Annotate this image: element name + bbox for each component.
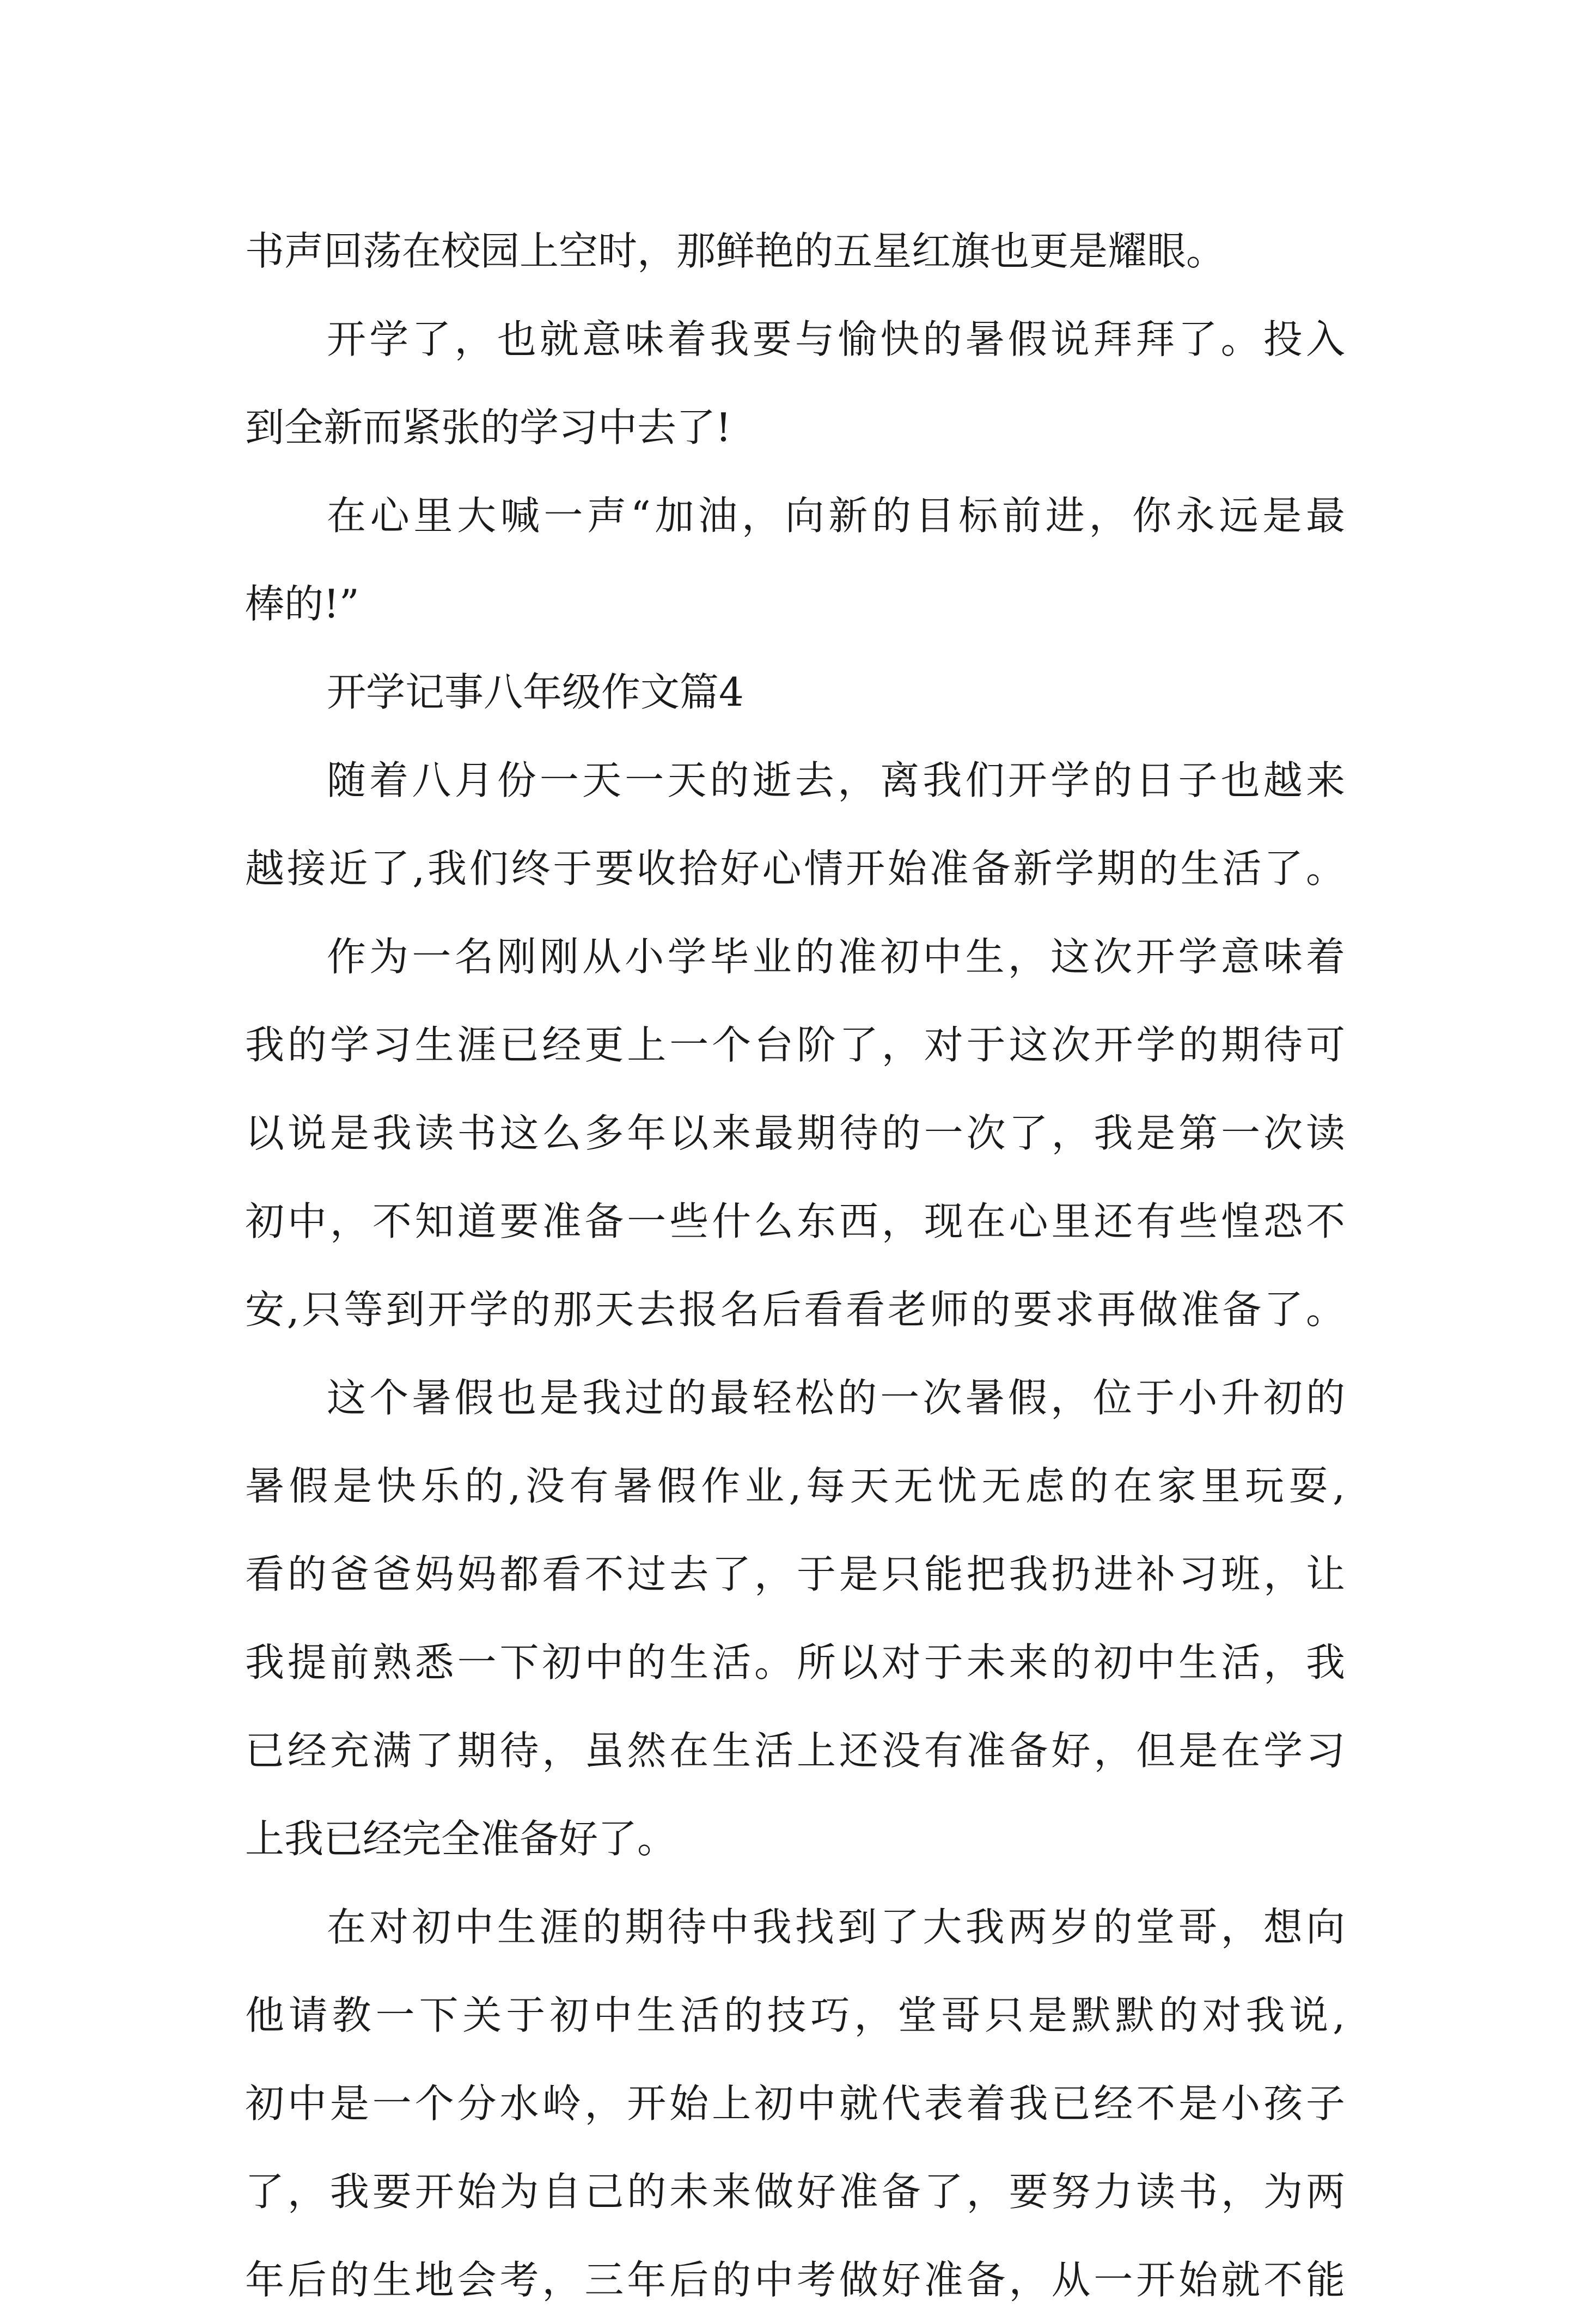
text-line: 到全新而紧张的学习中去了! xyxy=(245,405,731,450)
paragraph xyxy=(245,736,1345,913)
text-line: 安,只等到开学的那天去报名后看看老师的要求再做准备了。 xyxy=(245,1287,1345,1332)
text-line: 他请教一下关于初中生活的技巧，堂哥只是默默的对我说, xyxy=(245,1992,1345,2038)
text-line: 棒的!” xyxy=(245,581,359,627)
text-line: 上我已经完全准备好了。 xyxy=(245,1816,677,1862)
text-line: 暑假是快乐的,没有暑假作业,每天无忧无虑的在家里玩耍, xyxy=(245,1463,1345,1509)
paragraph xyxy=(245,295,1345,472)
text-line: 我的学习生涯已经更上一个台阶了，对于这次开学的期待可 xyxy=(245,1022,1345,1068)
paragraph xyxy=(245,913,1345,1354)
paragraph xyxy=(245,1883,1345,2324)
heading-line: 开学记事八年级作文篇4 xyxy=(327,669,744,715)
text-line: 了，我要开始为自己的未来做好准备了，要努力读书，为两 xyxy=(245,2169,1345,2215)
text-line: 在心里大喊一声“加油，向新的目标前进，你永远是最 xyxy=(327,493,1345,539)
text-line: 初中，不知道要准备一些什么东西，现在心里还有些惶恐不 xyxy=(245,1198,1345,1244)
text-line: 年后的生地会考，三年后的中考做好准备，从一开始就不能 xyxy=(245,2257,1345,2303)
text-line: 随着八月份一天一天的逝去，离我们开学的日子也越来 xyxy=(327,757,1345,803)
paragraph xyxy=(245,207,1345,295)
text-line: 以说是我读书这么多年以来最期待的一次了，我是第一次读 xyxy=(245,1110,1345,1156)
paragraph xyxy=(245,1354,1345,1883)
text-line: 开学了，也就意味着我要与愉快的暑假说拜拜了。投入 xyxy=(327,316,1345,362)
text-line: 书声回荡在校园上空时，那鲜艳的五星红旗也更是耀眼。 xyxy=(245,228,1226,274)
text-line: 初中是一个分水岭，开始上初中就代表着我已经不是小孩子 xyxy=(245,2081,1345,2126)
text-line: 已经充满了期待，虽然在生活上还没有准备好，但是在学习 xyxy=(245,1728,1345,1773)
section-heading xyxy=(245,648,1345,736)
text-line: 看的爸爸妈妈都看不过去了，于是只能把我扔进补习班，让 xyxy=(245,1551,1345,1597)
text-line: 我提前熟悉一下初中的生活。所以对于未来的初中生活，我 xyxy=(245,1640,1345,1685)
text-line: 作为一名刚刚从小学毕业的准初中生，这次开学意味着 xyxy=(327,934,1345,980)
text-line: 这个暑假也是我过的最轻松的一次暑假，位于小升初的 xyxy=(327,1375,1345,1421)
paragraph xyxy=(245,472,1345,648)
document-page xyxy=(245,207,1345,2324)
text-line: 在对初中生涯的期待中我找到了大我两岁的堂哥，想向 xyxy=(327,1904,1345,1950)
text-line: 越接近了,我们终于要收拾好心情开始准备新学期的生活了。 xyxy=(245,846,1345,891)
